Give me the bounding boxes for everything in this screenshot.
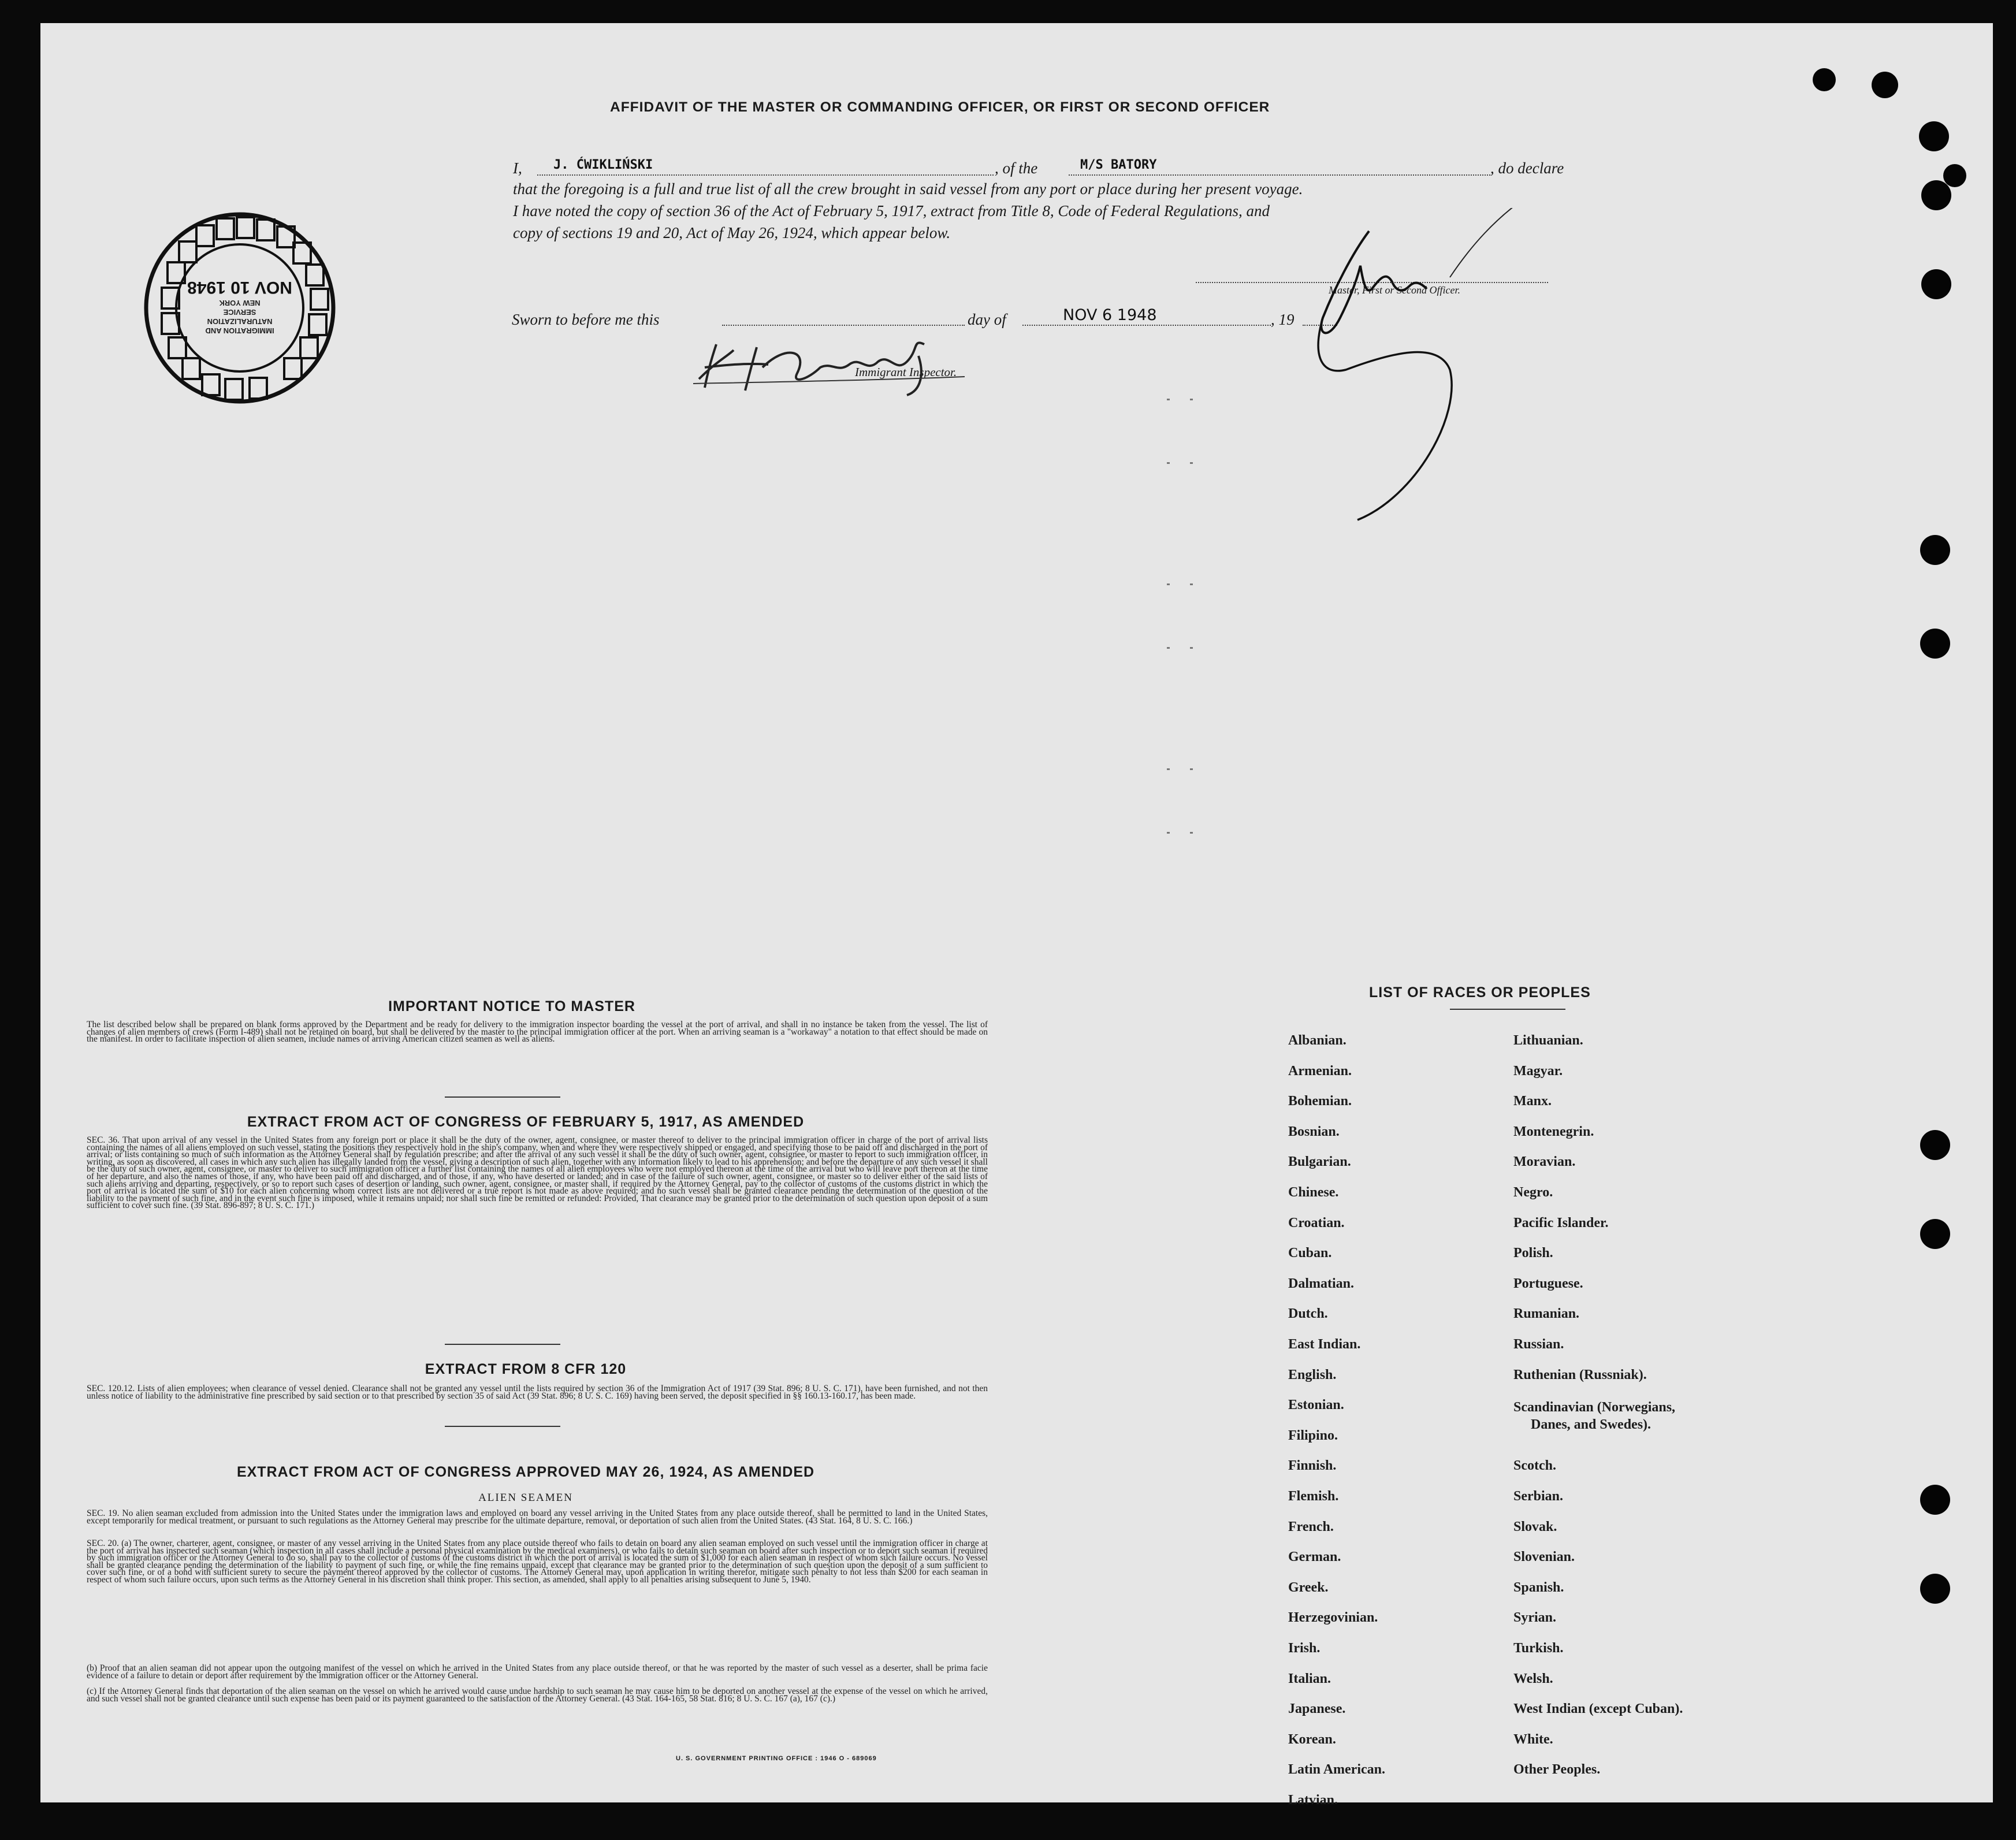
race-item: Welsh.	[1513, 1671, 1553, 1686]
binder-hole	[1920, 535, 1950, 565]
divider	[445, 1096, 560, 1098]
race-item: West Indian (except Cuban).	[1513, 1701, 1683, 1717]
race-item: Korean.	[1288, 1731, 1336, 1747]
race-item: Scandinavian (Norwegians,	[1513, 1400, 1676, 1415]
race-item: Lithuanian.	[1513, 1033, 1583, 1048]
binder-hole	[1943, 164, 1966, 187]
race-item: Russian.	[1513, 1337, 1564, 1352]
binder-hole	[1872, 72, 1898, 98]
race-item: Bulgarian.	[1288, 1154, 1351, 1170]
faint-mark	[1190, 583, 1193, 585]
race-item: Negro.	[1513, 1185, 1553, 1200]
race-item: Pacific Islander.	[1513, 1215, 1609, 1231]
affidavit-heading: AFFIDAVIT OF THE MASTER OR COMMANDING OFFICER, OR FIRST OR SECOND OFFICER	[610, 99, 1270, 115]
race-item: Dalmatian.	[1288, 1276, 1354, 1291]
race-item: French.	[1288, 1519, 1334, 1534]
race-item: Portuguese.	[1513, 1276, 1583, 1291]
race-item: Bosnian.	[1288, 1124, 1340, 1139]
inspector-caption: Immigrant Inspector.	[855, 365, 957, 379]
master-name-value: J. ĆWIKLIŃSKI	[553, 158, 653, 172]
alien-seamen-subheading: ALIEN SEAMEN	[478, 1492, 573, 1504]
binder-hole	[1921, 180, 1951, 210]
race-item: Magyar.	[1513, 1063, 1563, 1079]
race-item: English.	[1288, 1367, 1337, 1382]
master-signature	[1300, 208, 1542, 531]
binder-hole	[1920, 629, 1950, 659]
race-item: Other Peoples.	[1513, 1762, 1601, 1778]
faint-mark	[1190, 399, 1193, 400]
extract-1924-sec19: SEC. 19. No alien seaman excluded from admission into the United States under the immigration laws and employed on board any vessel arriving in the United States from any place outside thereof, shall be permitted to land in the United States, except temporarily for medical treatment, or pursuant to such regulations as the Attorney General may prescribe for the ultimate departure, removal, or deportation of such alien from the United States. (43 Stat. 164, 8 U. S. C. 166.)	[87, 1508, 988, 1526]
sworn-date-value: NOV 6 1948	[1063, 306, 1157, 324]
race-item: Scotch.	[1513, 1458, 1556, 1474]
faint-mark	[1167, 583, 1170, 585]
race-item: Flemish.	[1288, 1489, 1339, 1504]
race-item: Albanian.	[1288, 1033, 1347, 1048]
extract-1924-heading: EXTRACT FROM ACT OF CONGRESS APPROVED MAY 26, 1924, AS AMENDED	[236, 1464, 815, 1480]
do-declare-label: , do declare	[1490, 159, 1564, 177]
race-item: Turkish.	[1513, 1641, 1564, 1656]
binder-hole	[1921, 269, 1951, 299]
race-item: Cuban.	[1288, 1246, 1332, 1261]
race-item: Serbian.	[1513, 1489, 1564, 1504]
faint-mark	[1167, 647, 1170, 649]
race-item: Filipino.	[1288, 1428, 1338, 1443]
divider	[445, 1344, 560, 1345]
race-item: Japanese.	[1288, 1701, 1346, 1717]
extract-1917-text: SEC. 36. That upon arrival of any vessel in the United States from any foreign port or place it shall be the duty of the owner, agent, consignee, or master thereof to deliver to the principal immigration officer in charge of the port of arrival lists containing the names of all aliens employed on such vessel, stating the positions they respectively hold in the ship's company, when and where they were respectively shipped or engaged, and specifying those to be paid off and discharged in the port of arrival; or lists containing so much of such information as the Attorney General shall by regulation prescribe; and after the arrival of any such vessel it shall be the duty of such owner, agent, consignee, or master to report to such immigration officer, in writing, as soon as discovered, all cases in which any such alien has illegally landed from the vessel, giving a description of such alien, together with any information likely to lead to his apprehension; and before the departure of any such vessel it shall be the duty of such owner, agent, consignee, or master to deliver to such immigration officer a further list containing the names of all alien employees who were not employed thereon at the time of the arrival but who will leave port thereon at the time of her departure, and also the names of those, if any, who have been paid off and discharged, and of those, if any, who have deserted or landed; and in case of the failure of such owner, agent, consignee, or master so to deliver either of the said lists of such aliens arriving and departing, respectively, or so to report such cases of desertion or landing, such owner, agent, consignee, or master shall, if required by the Attorney General, pay to the collector of customs of the customs district in which the port of arrival is located the sum of $10 for each alien concerning whom correct lists are not delivered or a true report is not made as above required; and no such vessel shall be granted clearance pending the determination of the question of the liability to the payment of such fine, and in the event such fine is imposed, while it remains unpaid; nor shall such fine be remitted or refunded: Provided, That clearance may be granted prior to the determination of such question upon deposit of a sum sufficient to cover such fine. (39 Stat. 896-897; 8 U. S. C. 171.)	[87, 1135, 988, 1211]
race-item: Manx.	[1513, 1094, 1552, 1109]
year-label: , 19	[1271, 311, 1295, 328]
sworn-month-line	[1022, 325, 1271, 326]
document-page	[40, 23, 1993, 1808]
race-item: Herzegovinian.	[1288, 1610, 1378, 1626]
name-field-line	[537, 174, 994, 176]
notice-text: The list described below shall be prepared on blank forms approved by the Department and be ready for delivery to the immigration inspector boarding the vessel at the port of arrival, and shall in no instance be taken from the vessel. The list of changes of alien members of crews (Form I-489) shall not be retained on board, but shall be delivered by the master to the principal immigration officer at the port. When an arriving seaman is a "workaway" a notation to that effect should be made on the manifest. In order to facilitate inspection of alien seamen, include names of arriving American citizen seamen as well as aliens.	[87, 1020, 988, 1044]
affidavit-body-line-2: that the foregoing is a full and true list of all the crew brought in said vessel from any port or place during her present voyage.	[513, 180, 1303, 198]
race-item: Polish.	[1513, 1246, 1553, 1261]
svg-text:NATURALIZATION: NATURALIZATION	[207, 317, 273, 326]
immigration-date-stamp	[139, 207, 341, 409]
extract-cfr-text: SEC. 120.12. Lists of alien employees; when clearance of vessel denied. Clearance shall not be granted any vessel until the lists required by section 36 of the Immigration Act of 1917 (39 Stat. 896; 8 U. S. C. 171), have been furnished, and not then unless notice of liability to the administrative fine prescribed by said section or to that prescribed by section 35 of said Act (39 Stat. 896; 8 U. S. C. 169) having been served, the deposit specified in §§ 160.13-160.17, has been made.	[87, 1384, 988, 1401]
faint-mark	[1167, 768, 1170, 770]
race-item: Slovenian.	[1513, 1549, 1575, 1565]
binder-hole	[1920, 1130, 1950, 1160]
extract-1924-sec20c: (c) If the Attorney General finds that deportation of the alien seaman on the vessel on which he arrived would cause undue hardship to such seaman he may cause him to be deported on another vessel at the expense of the vessel on which he arrived, and such vessel shall not be granted clearance until such expense has been paid or its payment guaranteed to the satisfaction of the Attorney General. (43 Stat. 164-165, 58 Stat. 816; 8 U. S. C. 167 (a), 167 (c).)	[87, 1686, 988, 1704]
sworn-day-line	[722, 325, 965, 326]
race-item: German.	[1288, 1549, 1341, 1565]
race-item: Danes, and Swedes).	[1531, 1417, 1652, 1433]
race-item: Finnish.	[1288, 1458, 1337, 1474]
race-item: Armenian.	[1288, 1063, 1352, 1079]
notice-heading: IMPORTANT NOTICE TO MASTER	[388, 998, 635, 1014]
svg-text:NOV 10 1948: NOV 10 1948	[187, 278, 292, 297]
vessel-field-line	[1069, 174, 1490, 176]
race-item: Bohemian.	[1288, 1094, 1352, 1109]
race-item: Croatian.	[1288, 1215, 1345, 1231]
faint-mark	[1167, 462, 1170, 464]
race-item: Estonian.	[1288, 1397, 1344, 1413]
race-item: Irish.	[1288, 1641, 1321, 1656]
binder-hole	[1919, 121, 1949, 151]
affidavit-body-line-4: copy of sections 19 and 20, Act of May 26, 1924, which appear below.	[513, 224, 951, 241]
svg-text:IMMIGRATION AND: IMMIGRATION AND	[205, 326, 274, 335]
race-item: Montenegrin.	[1513, 1124, 1594, 1139]
svg-text:NEW YORK: NEW YORK	[219, 299, 261, 307]
vessel-name-value: M/S BATORY	[1080, 158, 1157, 172]
faint-mark	[1167, 399, 1170, 400]
race-item: White.	[1513, 1731, 1553, 1747]
svg-text:SERVICE: SERVICE	[223, 308, 256, 317]
affidavit-i-label: I,	[513, 159, 522, 177]
race-item: Ruthenian (Russniak).	[1513, 1367, 1647, 1382]
race-item: Italian.	[1288, 1671, 1331, 1686]
race-item: Spanish.	[1513, 1579, 1564, 1595]
binder-hole	[1813, 68, 1836, 91]
race-item: East Indian.	[1288, 1337, 1361, 1352]
race-item: Syrian.	[1513, 1610, 1557, 1626]
extract-1924-sec20b: (b) Proof that an alien seaman did not appear upon the outgoing manifest of the vessel on which he arrived in the United States from any place outside thereof, or that he was reported by the master of such vessel as a deserter, shall be prima facie evidence of a failure to detain or deport after requirement by the immigration officer or the Attorney General.	[87, 1663, 988, 1681]
binder-hole	[1920, 1574, 1950, 1604]
race-item: Chinese.	[1288, 1185, 1339, 1200]
faint-mark	[1190, 768, 1193, 770]
race-item: Slovak.	[1513, 1519, 1557, 1534]
inspector-signature	[693, 333, 970, 396]
faint-mark	[1190, 647, 1193, 649]
binder-hole	[1920, 1485, 1950, 1515]
day-of-label: day of	[968, 311, 1006, 328]
race-item: Moravian.	[1513, 1154, 1576, 1170]
printing-office-line: U. S. GOVERNMENT PRINTING OFFICE : 1946 O - 689069	[676, 1755, 877, 1762]
divider	[445, 1426, 560, 1427]
faint-mark	[1190, 832, 1193, 834]
sworn-label: Sworn to before me this	[512, 311, 660, 328]
race-item: Rumanian.	[1513, 1306, 1580, 1322]
extract-cfr-heading: EXTRACT FROM 8 CFR 120	[425, 1361, 627, 1377]
race-item: Latin American.	[1288, 1762, 1385, 1778]
faint-mark	[1190, 462, 1193, 464]
binder-hole	[1920, 1219, 1950, 1249]
master-caption: Master, First or Second Officer.	[1329, 284, 1460, 296]
extract-1917-heading: EXTRACT FROM ACT OF CONGRESS OF FEBRUARY 5, 1917, AS AMENDED	[247, 1114, 805, 1130]
race-item: Latvian.	[1288, 1793, 1338, 1808]
extract-1924-sec20a: SEC. 20. (a) The owner, charterer, agent, consignee, or master of any vessel arriving in the United States from any place outside thereof who fails to detain on board any alien seaman employed on such vessel until the immigration officer in charge at the port of arrival has inspected such seaman (which inspection in all cases shall include a personal physical examination by the medical examiners), or who fails to detain such seaman on board after such inspection or to deport such seaman if required by such immigration officer or the Attorney General to do so, shall pay to the collector of customs of the customs district in which the port of arrival is located the sum of $1,000 for each alien seaman in respect of whom such failure occurs. No vessel shall be granted clearance pending the determination of the liability to payment of such fine, or while the fine remains unpaid, except that clearance may be granted prior to the determination of such question upon the deposit of a sum sufficient to cover such fine, or of a bond with sufficient surety to secure the payment thereof approved by the collector of customs. The Attorney General may, upon application in writing therefor, mitigate such penalty to not less than $200 for each seaman in respect of whom such failure occurs, upon such terms as the Attorney General in his discretion shall think proper. This section, as amended, shall apply to all penalties arising subsequent to June 5, 1940.	[87, 1538, 988, 1585]
of-the-label: , of the	[995, 159, 1038, 177]
race-item: Greek.	[1288, 1579, 1329, 1595]
affidavit-body-line-3: I have noted the copy of section 36 of the Act of February 5, 1917, extract from Title 8, Code of Federal Regulations, and	[513, 202, 1270, 220]
race-item: Dutch.	[1288, 1306, 1328, 1322]
faint-mark	[1167, 832, 1170, 834]
races-heading: LIST OF RACES OR PEOPLES	[1369, 984, 1591, 1001]
races-heading-rule	[1450, 1009, 1565, 1010]
